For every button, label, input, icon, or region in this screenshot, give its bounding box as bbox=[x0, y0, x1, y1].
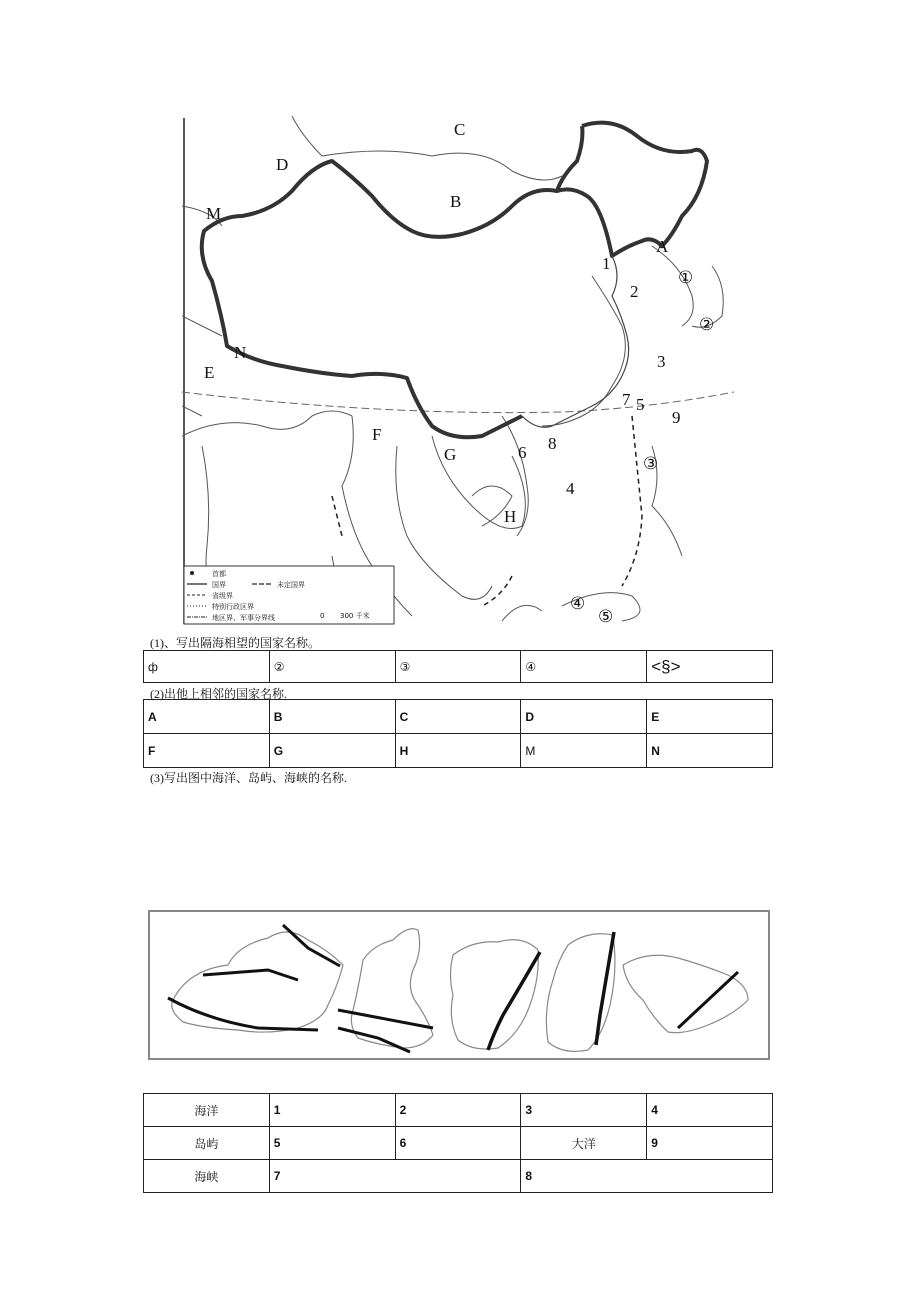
map-label-B: B bbox=[450, 192, 462, 211]
answer-ocean-label-2: 大洋 bbox=[521, 1127, 647, 1160]
map-label-F: F bbox=[372, 425, 382, 444]
q1-cell-4[interactable]: ④ bbox=[521, 651, 647, 683]
legend-region: 地区界、军事分界线 bbox=[212, 614, 275, 622]
map-label-7: 7 bbox=[622, 390, 631, 409]
answer-island-5[interactable]: 5 bbox=[269, 1127, 395, 1160]
q2-cell-F[interactable]: F bbox=[144, 734, 270, 768]
answer-table bbox=[143, 1093, 773, 1193]
q2-cell-M[interactable]: M bbox=[521, 734, 647, 768]
legend-scale: 300 千米 bbox=[340, 612, 370, 620]
q2-title: (2)出他上相邻的国家名称. bbox=[150, 687, 287, 701]
answer-strait-8[interactable]: 8 bbox=[521, 1160, 773, 1193]
answer-ocean-9[interactable]: 9 bbox=[647, 1127, 773, 1160]
answer-ocean-2[interactable]: 2 bbox=[395, 1094, 521, 1127]
q2-cell-N[interactable]: N bbox=[647, 734, 773, 768]
answer-row-ocean-label: 海洋 bbox=[144, 1094, 270, 1127]
map-label-G: G bbox=[444, 445, 457, 464]
map-label-4: 4 bbox=[566, 479, 575, 498]
answer-strait-7[interactable]: 7 bbox=[269, 1160, 521, 1193]
answer-row-strait-label: 海峡 bbox=[144, 1160, 270, 1193]
asia-map bbox=[182, 116, 734, 626]
q1-cell-3[interactable]: ③ bbox=[395, 651, 521, 683]
q2-table bbox=[143, 699, 773, 768]
q2-cell-B[interactable]: B bbox=[269, 700, 395, 734]
map-label-1: 1 bbox=[602, 254, 611, 273]
map-label-N: N bbox=[234, 343, 247, 362]
map-label-6: 6 bbox=[518, 443, 527, 462]
province-outlines-figure bbox=[148, 910, 770, 1060]
legend-provincial: 省级界 bbox=[212, 592, 233, 600]
answer-ocean-4[interactable]: 4 bbox=[647, 1094, 773, 1127]
map-label-M: M bbox=[206, 204, 222, 223]
map-label-3: 3 bbox=[657, 352, 666, 371]
q1-title: (1)、写出隔海相望的国家名称。 bbox=[150, 636, 320, 650]
answer-row-island-label: 岛屿 bbox=[144, 1127, 270, 1160]
map-label-E: E bbox=[204, 363, 215, 382]
q2-cell-G[interactable]: G bbox=[269, 734, 395, 768]
map-label-H: H bbox=[504, 507, 517, 526]
q2-cell-C[interactable]: C bbox=[395, 700, 521, 734]
q1-table bbox=[143, 650, 773, 683]
map-label-9: 9 bbox=[672, 408, 681, 427]
map-label-2: 2 bbox=[630, 282, 639, 301]
map-circle-5: ⑤ bbox=[598, 607, 614, 626]
q1-cell-5[interactable]: <§> bbox=[647, 651, 773, 683]
q2-cell-H[interactable]: H bbox=[395, 734, 521, 768]
map-circle-1: ① bbox=[678, 268, 694, 287]
map-label-A: A bbox=[656, 237, 669, 256]
q2-cell-E[interactable]: E bbox=[647, 700, 773, 734]
legend-undetermined: 未定国界 bbox=[277, 581, 305, 589]
answer-ocean-3[interactable]: 3 bbox=[521, 1094, 647, 1127]
legend-national-border: 国界 bbox=[212, 581, 226, 589]
legend-capital: 首都 bbox=[212, 570, 226, 578]
q3-title: (3)写出图中海洋、岛屿、海峡的名称. bbox=[150, 771, 347, 785]
map-label-C: C bbox=[454, 120, 466, 139]
q2-cell-A[interactable]: A bbox=[144, 700, 270, 734]
q1-cell-1[interactable]: ф bbox=[144, 651, 270, 683]
map-circle-2: ② bbox=[699, 315, 715, 334]
answer-ocean-1[interactable]: 1 bbox=[269, 1094, 395, 1127]
q2-cell-D[interactable]: D bbox=[521, 700, 647, 734]
map-circle-4: ④ bbox=[570, 594, 586, 613]
q1-cell-2[interactable]: ② bbox=[269, 651, 395, 683]
map-label-8: 8 bbox=[548, 434, 557, 453]
map-label-5: 5 bbox=[636, 395, 645, 414]
map-circle-3: ③ bbox=[643, 454, 659, 473]
legend-scale-zero: 0 bbox=[320, 612, 325, 620]
legend-sar: 特别行政区界 bbox=[212, 603, 254, 611]
answer-island-6[interactable]: 6 bbox=[395, 1127, 521, 1160]
map-label-D: D bbox=[276, 155, 289, 174]
